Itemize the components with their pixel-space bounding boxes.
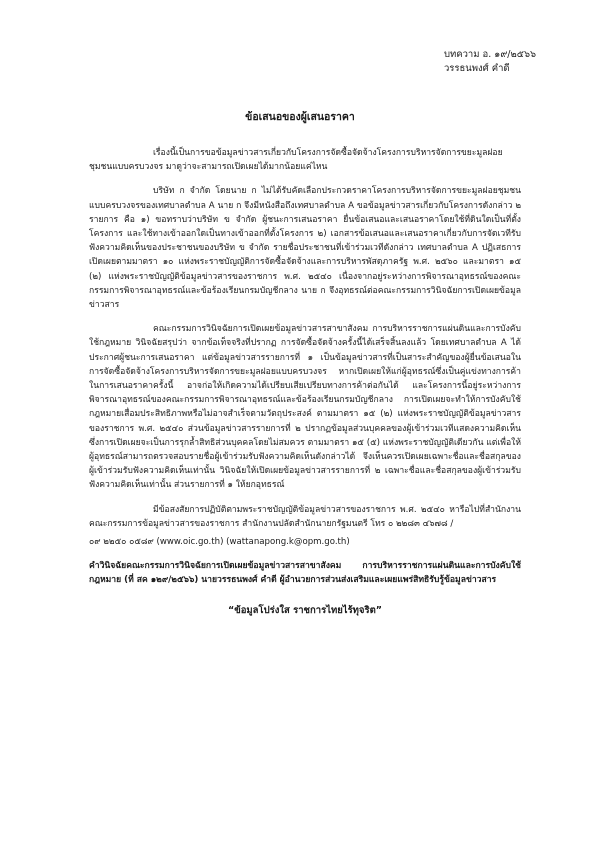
contact-line: ๐๙ ๒๒๕๐ ๐๕๘๙ (www.oic.go.th) (wattanapong.k@opm.go.th) (89, 537, 350, 548)
author-name: วรรธนพงศ์ คำดี (443, 63, 510, 74)
page-title: ข้อเสนอของผู้เสนอราคา (245, 111, 355, 123)
article-body (89, 146, 521, 618)
slogan: “ข้อมูลโปร่งใส ราชการไทยไร้ทุจริต” (227, 604, 383, 616)
header-info (444, 48, 536, 76)
article-number: บทความ อ. ๑๙/๒๕๖๖ (443, 49, 536, 60)
paragraph-decision: คณะกรรมการวินิจฉัยการเปิดเผยข้อมูลข่าวสารสาขาสังคม การบริหารราชการแผ่นดินและการบังคับใช้กฎหมาย วินิจฉัยสรุปว่า จากข้อเท็จจริงที่ปรากฏ การจัดซื้อจัดจ้างครั้งนี้ได้เสร็จสิ้นลงแล้ว โดยเทศบาลตำบล A ได้ประกาศผู้ชนะการเสนอราคา แต่ข้อมูลข่าวสารรายการที่ ๑ เป็นข้อมูลข่าวสารที่เป็นสาระสำคัญของผู้ยื่นข้อเสนอในการจัดซื้อจัดจ้างโครงการบริหารจัดการขยะมูลฝอยแบบครบวงจร หากเปิดเผยให้แก่ผู้อุทธรณ์ซึ่งเป็นคู่แข่งทางการค้าในการเสนอราคาครั้งนี้ อาจก่อให้เกิดความได้เปรียบเสียเปรียบทางการค้าต่อกันได้ และโครงการนี้อยู่ระหว่างการพิจารณาอุทธรณ์ของคณะกรรมการพิจารณาอุทธรณ์และข้อร้องเรียนกรมบัญชีกลาง การเปิดเผยจะทำให้การบังคับใช้กฎหมายเสื่อมประสิทธิภาพหรือไม่อาจสำเร็จตามวัตถุประสงค์ ตามมาตรา ๑๕ (๒) แห่งพระราชบัญญัติข้อมูลข่าวสารของราชการ พ.ศ. ๒๕๔๐ ส่วนข้อมูลข่าวสารรายการที่ ๒ ปรากฏข้อมูลส่วนบุคคลของผู้เข้าร่วมเวทีแสดงความคิดเห็น ซึ่งการเปิดเผยจะเป็นการรุกล้ำสิทธิส่วนบุคคลโดยไม่สมควร ตามมาตรา ๑๕ (๕) แห่งพระราชบัญญัติเดียวกัน แต่เพื่อให้ผู้อุทธรณ์สามารถตรวจสอบรายชื่อผู้เข้าร่วมรับฟังความคิดเห็นดังกล่าวได้ จึงเห็นควรเปิดเผยเฉพาะชื่อและชื่อสกุลของผู้เข้าร่วมรับฟังความคิดเห็นเท่านั้น วินิจฉัยให้เปิดเผยข้อมูลข่าวสารรายการที่ ๒ เฉพาะชื่อและชื่อสกุลของผู้เข้าร่วมรับฟังความคิดเห็นเท่านั้น ส่วนรายการที่ ๑ ให้ยกอุทธรณ์ (89, 324, 521, 491)
paragraph-intro: เรื่องนี้เป็นการขอข้อมูลข่าวสารเกี่ยวกับโครงการจัดซื้อจัดจ้างโครงการบริหารจัดการขยะมูลฝอยชุมชนแบบครบวงจร มาดูว่าจะสามารถเปิดเผยได้มากน้อยแค่ไหน (89, 148, 503, 173)
paragraph-inquiry: มีข้อสงสัยการปฏิบัติตามพระราชบัญญัติข้อมูลข่าวสารของราชการ พ.ศ. ๒๕๔๐ หารือไปที่สำนักงานคณะกรรมการข้อมูลข่าวสารของราชการ สำนักงานปลัดสำนักนายกรัฐมนตรี โทร ๐ ๒๒๘๓ ๔๖๗๘ / (89, 504, 521, 529)
ruling-reference: คำวินิจฉัยคณะกรรมการวินิจฉัยการเปิดเผยข้อมูลข่าวสารสาขาสังคม การบริหารราชการแผ่นดินและการบังคับใช้กฎหมาย (ที่ สค ๑๒๙/๒๕๖๖) นายวรรธนพงศ์ คำดี ผู้อำนวยการส่วนส่งเสริมและเผยแพร่สิทธิรับรู้ข้อมูลข่าวสาร (89, 561, 521, 586)
paragraph-facts: บริษัท ก จำกัด โดยนาย ก ไม่ได้รับคัดเลือกประกวดราคาโครงการบริหารจัดการขยะมูลฝอยชุมชนแบบครบวงจรของเทศบาลตำบล A นาย ก จึงมีหนังสือถึงเทศบาลตำบล A ขอข้อมูลข่าวสารเกี่ยวกับโครงการดังกล่าว ๒ รายการ คือ ๑) ขอทราบว่าบริษัท ข จำกัด ผู้ชนะการเสนอราคา ยื่นข้อเสนอและเสนอราคาโดยใช้ที่ดินใดเป็นที่ตั้งโครงการ และใช้ทางเข้าออกใดเป็นทางเข้าออกที่ตั้งโครงการ ๒) เอกสารข้อเสนอและเสนอราคาเกี่ยวกับการจัดเวทีรับฟังความคิดเห็นของประชาชนของบริษัท ข จำกัด รายชื่อประชาชนที่เข้าร่วมเวทีดังกล่าว เทศบาลตำบล A ปฏิเสธการเปิดเผยตามมาตรา ๑๐ แห่งพระราชบัญญัติการจัดซื้อจัดจ้างและการบริหารพัสดุภาครัฐ พ.ศ. ๒๕๖๐ และมาตรา ๑๕ (๒) แห่งพระราชบัญญัติข้อมูลข่าวสารของราชการ พ.ศ. ๒๕๔๐ เนื่องจากอยู่ระหว่างการพิจารณาอุทธรณ์ของคณะกรรมการพิจารณาอุทธรณ์และข้อร้องเรียนกรมบัญชีกลาง นาย ก จึงอุทธรณ์ต่อคณะกรรมการวินิจฉัยการเปิดเผยข้อมูลข่าวสาร (89, 186, 521, 311)
